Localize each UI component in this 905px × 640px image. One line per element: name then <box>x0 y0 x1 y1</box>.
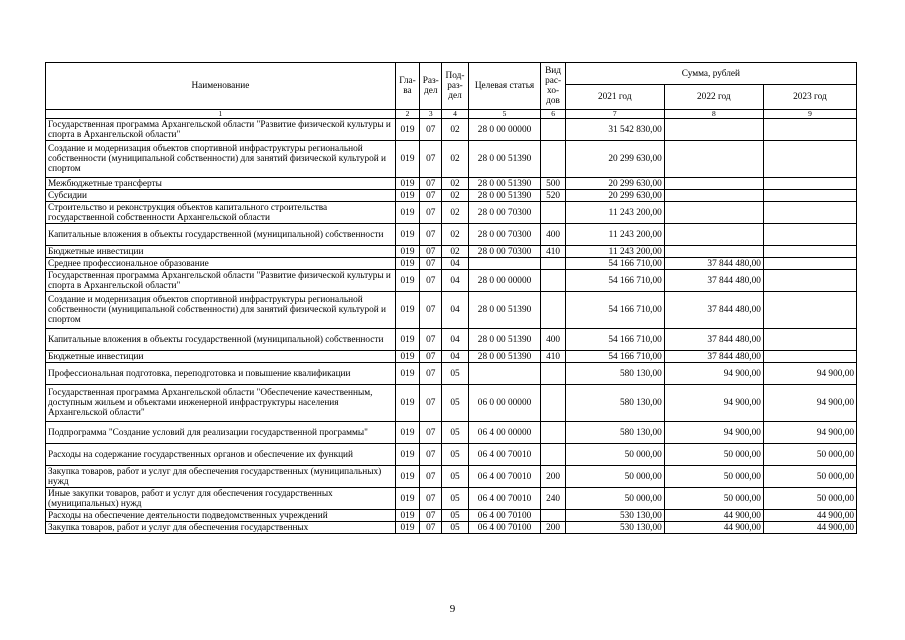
row-sum-2022: 37 844 480,00 <box>664 329 763 351</box>
table-row <box>46 224 857 246</box>
row-chapter: 019 <box>395 488 419 510</box>
row-sum-2023 <box>763 292 856 329</box>
row-section: 07 <box>420 258 442 270</box>
row-target: 28 0 00 51390 <box>468 292 541 329</box>
row-subsection: 05 <box>442 522 468 534</box>
header-chapter: Гла-ва <box>395 63 419 110</box>
row-section: 07 <box>420 363 442 385</box>
row-chapter: 019 <box>395 270 419 292</box>
row-target: 06 4 00 70010 <box>468 444 541 466</box>
row-name: Бюджетные инвестиции <box>46 351 396 363</box>
row-chapter: 019 <box>395 466 419 488</box>
row-expense-type <box>541 510 565 522</box>
row-sum-2021: 54 166 710,00 <box>565 270 664 292</box>
row-sum-2023 <box>763 258 856 270</box>
row-sum-2022: 50 000,00 <box>664 444 763 466</box>
row-expense-type <box>541 270 565 292</box>
row-chapter: 019 <box>395 258 419 270</box>
row-name: Государственная программа Архангельской области "Развитие физической культуры и спорта в Архангельской области" <box>46 119 396 141</box>
row-sum-2023 <box>763 190 856 202</box>
row-sum-2021: 54 166 710,00 <box>565 329 664 351</box>
row-sum-2021: 20 299 630,00 <box>565 190 664 202</box>
row-chapter: 019 <box>395 422 419 444</box>
row-sum-2023: 94 900,00 <box>763 422 856 444</box>
row-chapter: 019 <box>395 329 419 351</box>
row-section: 07 <box>420 510 442 522</box>
row-sum-2021: 580 130,00 <box>565 363 664 385</box>
row-chapter: 019 <box>395 202 419 224</box>
row-target: 28 0 00 70300 <box>468 224 541 246</box>
budget-table <box>45 62 857 534</box>
table-row <box>46 270 857 292</box>
row-name: Расходы на обеспечение деятельности подведомственных учреждений <box>46 510 396 522</box>
row-section: 07 <box>420 422 442 444</box>
row-expense-type: 400 <box>541 224 565 246</box>
row-section: 07 <box>420 522 442 534</box>
row-name: Подпрограмма "Создание условий для реализации государственной программы" <box>46 422 396 444</box>
row-target: 28 0 00 00000 <box>468 119 541 141</box>
row-chapter: 019 <box>395 522 419 534</box>
row-chapter: 019 <box>395 246 419 258</box>
column-number: 3 <box>420 110 442 119</box>
row-section: 07 <box>420 246 442 258</box>
header-year-2022: 2022 год <box>664 85 763 110</box>
row-name: Капитальные вложения в объекты государственной (муниципальной) собственности <box>46 329 396 351</box>
row-chapter: 019 <box>395 510 419 522</box>
table-row <box>46 363 857 385</box>
row-sum-2021: 580 130,00 <box>565 422 664 444</box>
row-target: 28 0 00 70300 <box>468 246 541 258</box>
column-number: 7 <box>565 110 664 119</box>
row-name: Создание и модернизация объектов спортивной инфраструктуры региональной собственности (муниципальной собственности) для занятий физической культурой и спортом <box>46 141 396 178</box>
row-name: Государственная программа Архангельской области "Обеспечение качественным, доступным жильем и объектами инженерной инфраструктуры населения Архангельской области" <box>46 385 396 422</box>
row-subsection: 04 <box>442 329 468 351</box>
row-target: 28 0 00 51390 <box>468 190 541 202</box>
row-name: Иные закупки товаров, работ и услуг для обеспечения государственных (муниципальных) нужд <box>46 488 396 510</box>
row-subsection: 02 <box>442 246 468 258</box>
row-sum-2021: 11 243 200,00 <box>565 224 664 246</box>
row-section: 07 <box>420 270 442 292</box>
row-target: 06 0 00 00000 <box>468 385 541 422</box>
row-name: Среднее профессиональное образование <box>46 258 396 270</box>
row-chapter: 019 <box>395 351 419 363</box>
row-sum-2022 <box>664 190 763 202</box>
table-row <box>46 466 857 488</box>
row-sum-2022 <box>664 202 763 224</box>
table-row <box>46 385 857 422</box>
table-body <box>46 119 857 534</box>
row-target: 06 4 00 70010 <box>468 466 541 488</box>
row-section: 07 <box>420 119 442 141</box>
header-year-2021: 2021 год <box>565 85 664 110</box>
column-number: 8 <box>664 110 763 119</box>
row-sum-2022 <box>664 178 763 190</box>
row-section: 07 <box>420 444 442 466</box>
header-sum: Сумма, рублей <box>565 63 856 85</box>
row-subsection: 05 <box>442 422 468 444</box>
table-row <box>46 510 857 522</box>
row-sum-2022: 50 000,00 <box>664 488 763 510</box>
row-chapter: 019 <box>395 385 419 422</box>
column-number: 1 <box>46 110 396 119</box>
row-expense-type <box>541 363 565 385</box>
page-number: 9 <box>449 603 456 615</box>
row-sum-2023: 50 000,00 <box>763 488 856 510</box>
row-target: 06 4 00 70010 <box>468 488 541 510</box>
row-name: Межбюджетные трансферты <box>46 178 396 190</box>
table-row <box>46 119 857 141</box>
column-number: 5 <box>468 110 541 119</box>
row-sum-2022: 37 844 480,00 <box>664 258 763 270</box>
row-sum-2021: 50 000,00 <box>565 466 664 488</box>
row-target: 28 0 00 51390 <box>468 351 541 363</box>
row-sum-2023 <box>763 351 856 363</box>
row-subsection: 02 <box>442 190 468 202</box>
header-expense-type: Вид рас-хо-дов <box>541 63 565 110</box>
row-sum-2021: 31 542 830,00 <box>565 119 664 141</box>
row-target: 28 0 00 00000 <box>468 270 541 292</box>
row-target: 28 0 00 51390 <box>468 329 541 351</box>
row-sum-2022: 37 844 480,00 <box>664 351 763 363</box>
table-row <box>46 329 857 351</box>
row-subsection: 05 <box>442 510 468 522</box>
row-section: 07 <box>420 351 442 363</box>
header-section: Раз-дел <box>420 63 442 110</box>
row-sum-2023 <box>763 119 856 141</box>
row-name: Капитальные вложения в объекты государственной (муниципальной) собственности <box>46 224 396 246</box>
row-section: 07 <box>420 178 442 190</box>
row-expense-type <box>541 422 565 444</box>
table-row <box>46 444 857 466</box>
row-sum-2022: 94 900,00 <box>664 422 763 444</box>
row-name: Расходы на содержание государственных органов и обеспечение их функций <box>46 444 396 466</box>
row-sum-2023 <box>763 246 856 258</box>
row-section: 07 <box>420 329 442 351</box>
row-sum-2022: 44 900,00 <box>664 510 763 522</box>
row-target: 06 4 00 00000 <box>468 422 541 444</box>
header-subsection: Под-раз-дел <box>442 63 468 110</box>
column-number: 9 <box>763 110 856 119</box>
table-row <box>46 141 857 178</box>
row-subsection: 05 <box>442 363 468 385</box>
row-expense-type <box>541 141 565 178</box>
row-target: 28 0 00 51390 <box>468 141 541 178</box>
row-section: 07 <box>420 385 442 422</box>
row-expense-type: 500 <box>541 178 565 190</box>
row-chapter: 019 <box>395 224 419 246</box>
row-section: 07 <box>420 224 442 246</box>
table-row <box>46 258 857 270</box>
row-subsection: 02 <box>442 224 468 246</box>
row-sum-2021: 20 299 630,00 <box>565 178 664 190</box>
row-sum-2022 <box>664 119 763 141</box>
row-subsection: 04 <box>442 292 468 329</box>
row-name: Бюджетные инвестиции <box>46 246 396 258</box>
row-subsection: 02 <box>442 119 468 141</box>
row-expense-type: 410 <box>541 246 565 258</box>
row-sum-2021: 50 000,00 <box>565 444 664 466</box>
row-sum-2023: 44 900,00 <box>763 510 856 522</box>
table-row <box>46 351 857 363</box>
row-target: 28 0 00 51390 <box>468 178 541 190</box>
row-sum-2022: 44 900,00 <box>664 522 763 534</box>
row-sum-2021: 54 166 710,00 <box>565 258 664 270</box>
column-numbers-row <box>46 110 857 119</box>
row-sum-2023 <box>763 329 856 351</box>
row-subsection: 05 <box>442 488 468 510</box>
row-section: 07 <box>420 202 442 224</box>
row-sum-2023: 94 900,00 <box>763 385 856 422</box>
row-name: Субсидии <box>46 190 396 202</box>
row-sum-2022 <box>664 246 763 258</box>
header-target: Целевая статья <box>468 63 541 110</box>
row-sum-2023: 50 000,00 <box>763 444 856 466</box>
row-chapter: 019 <box>395 444 419 466</box>
row-sum-2022: 50 000,00 <box>664 466 763 488</box>
row-section: 07 <box>420 466 442 488</box>
row-target: 06 4 00 70100 <box>468 522 541 534</box>
row-subsection: 05 <box>442 444 468 466</box>
row-subsection: 05 <box>442 466 468 488</box>
table-row <box>46 488 857 510</box>
row-expense-type: 520 <box>541 190 565 202</box>
row-subsection: 02 <box>442 178 468 190</box>
row-name: Строительство и реконструкция объектов капитального строительства государственной собственности Архангельской области <box>46 202 396 224</box>
row-sum-2023 <box>763 178 856 190</box>
row-expense-type <box>541 385 565 422</box>
row-sum-2021: 530 130,00 <box>565 522 664 534</box>
column-number: 2 <box>395 110 419 119</box>
row-name: Закупка товаров, работ и услуг для обеспечения государственных <box>46 522 396 534</box>
row-name: Создание и модернизация объектов спортивной инфраструктуры региональной собственности (муниципальной собственности) для занятий физической культурой и спортом <box>46 292 396 329</box>
row-target: 28 0 00 70300 <box>468 202 541 224</box>
row-sum-2023: 94 900,00 <box>763 363 856 385</box>
row-subsection: 04 <box>442 258 468 270</box>
row-chapter: 019 <box>395 119 419 141</box>
row-expense-type: 200 <box>541 466 565 488</box>
row-expense-type: 400 <box>541 329 565 351</box>
row-expense-type: 200 <box>541 522 565 534</box>
row-expense-type <box>541 444 565 466</box>
header-name: Наименование <box>46 63 396 110</box>
column-number: 6 <box>541 110 565 119</box>
table-row <box>46 190 857 202</box>
row-expense-type <box>541 202 565 224</box>
row-sum-2022: 94 900,00 <box>664 385 763 422</box>
row-sum-2021: 11 243 200,00 <box>565 202 664 224</box>
row-sum-2023 <box>763 202 856 224</box>
row-target <box>468 363 541 385</box>
row-section: 07 <box>420 141 442 178</box>
row-sum-2022: 37 844 480,00 <box>664 270 763 292</box>
table-row <box>46 292 857 329</box>
row-expense-type: 240 <box>541 488 565 510</box>
column-number: 4 <box>442 110 468 119</box>
row-expense-type: 410 <box>541 351 565 363</box>
row-subsection: 04 <box>442 351 468 363</box>
row-subsection: 02 <box>442 141 468 178</box>
row-sum-2021: 11 243 200,00 <box>565 246 664 258</box>
row-subsection: 04 <box>442 270 468 292</box>
row-sum-2022: 94 900,00 <box>664 363 763 385</box>
row-section: 07 <box>420 190 442 202</box>
row-chapter: 019 <box>395 363 419 385</box>
table-row <box>46 522 857 534</box>
row-sum-2022: 37 844 480,00 <box>664 292 763 329</box>
row-chapter: 019 <box>395 292 419 329</box>
row-sum-2023 <box>763 270 856 292</box>
row-section: 07 <box>420 292 442 329</box>
row-sum-2023 <box>763 224 856 246</box>
row-sum-2023: 50 000,00 <box>763 466 856 488</box>
row-sum-2021: 20 299 630,00 <box>565 141 664 178</box>
row-target <box>468 258 541 270</box>
table-row <box>46 202 857 224</box>
row-sum-2021: 580 130,00 <box>565 385 664 422</box>
row-chapter: 019 <box>395 190 419 202</box>
row-sum-2022 <box>664 224 763 246</box>
table-row <box>46 178 857 190</box>
row-sum-2021: 530 130,00 <box>565 510 664 522</box>
row-sum-2022 <box>664 141 763 178</box>
row-sum-2021: 50 000,00 <box>565 488 664 510</box>
row-chapter: 019 <box>395 141 419 178</box>
row-sum-2021: 54 166 710,00 <box>565 351 664 363</box>
row-expense-type <box>541 292 565 329</box>
row-subsection: 05 <box>442 385 468 422</box>
row-subsection: 02 <box>442 202 468 224</box>
row-sum-2023 <box>763 141 856 178</box>
row-name: Профессиональная подготовка, переподготовка и повышение квалификации <box>46 363 396 385</box>
row-sum-2023: 44 900,00 <box>763 522 856 534</box>
header-year-2023: 2023 год <box>763 85 856 110</box>
row-sum-2021: 54 166 710,00 <box>565 292 664 329</box>
table-row <box>46 422 857 444</box>
row-target: 06 4 00 70100 <box>468 510 541 522</box>
row-chapter: 019 <box>395 178 419 190</box>
row-section: 07 <box>420 488 442 510</box>
row-expense-type <box>541 119 565 141</box>
row-name: Государственная программа Архангельской области "Развитие физической культуры и спорта в Архангельской области" <box>46 270 396 292</box>
row-expense-type <box>541 258 565 270</box>
row-name: Закупка товаров, работ и услуг для обеспечения государственных (муниципальных) нужд <box>46 466 396 488</box>
table-row <box>46 246 857 258</box>
